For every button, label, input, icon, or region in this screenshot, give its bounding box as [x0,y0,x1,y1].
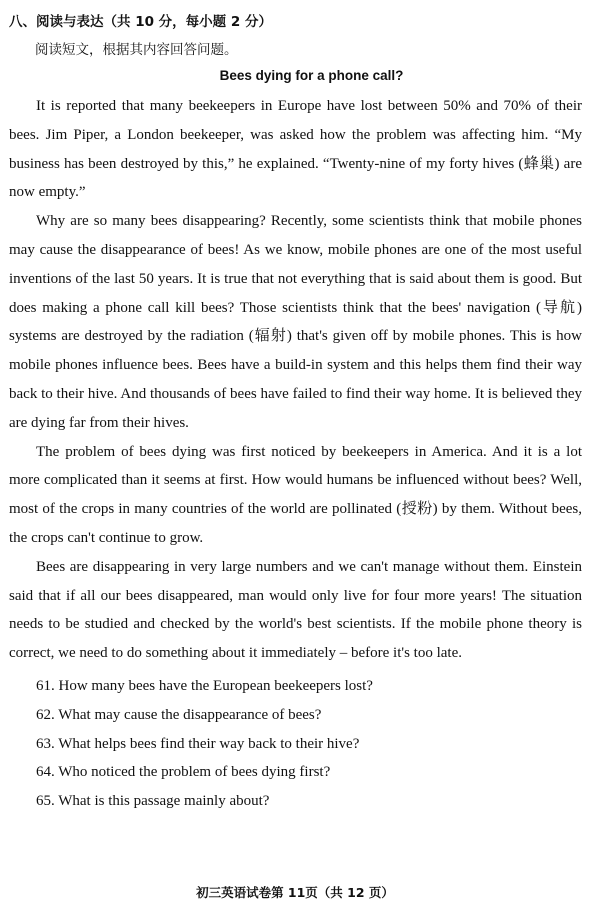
passage-body [9,92,582,668]
question-list [9,672,582,816]
page-footer: 初三英语试卷第 11页（共 12 页） [196,885,394,900]
question-64: 64. Who noticed the problem of bees dying first? [36,764,331,781]
passage-paragraph-1: It is reported that many beekeepers in Europe have lost between 50% and 70% of their bees. Jim Piper, a London beekeeper, was asked how the problem was affecting him. “My business has been destroyed by this,” he explained. “Twenty-nine of my forty hives (蜂巢) are now empty.” [9,98,582,201]
passage-paragraph-3: The problem of bees dying was first noticed by beekeepers in America. And it is a lot more complicated than it seems at first. How would humans be influenced without bees? Well, most of the crops in many countries of the world are pollinated (授粉) by them. Without bees, the crops can't continue to grow. [9,443,582,546]
passage-paragraph-2: Why are so many bees disappearing? Recently, some scientists think that mobile phones may cause the disappearance of bees! As we know, mobile phones are one of the most useful inventions of the last 50 years. It is true that not everything that is said about them is good. But does making a phone call kill bees? Those scientists think that the bees' navigation (导航) systems are destroyed by the radiation (辐射) that's given off by mobile phones. This is how mobile phones influence bees. Bees have a build-in system and this helps them find their way back to their hive. And thousands of bees have failed to find their way home. It is believed they are dying far from their hives. [9,213,582,431]
passage-paragraph-4: Bees are disappearing in very large numbers and we can't manage without them. Einstein said that if all our bees disappeared, man would only live for four more years! The situation needs to be studied and checked by the world's best scientists. If the mobile phone theory is correct, we need to do something about it immediately – before it's too late. [9,558,582,662]
question-62: 62. What may cause the disappearance of bees? [36,706,322,723]
section-heading: 八、阅读与表达（共 10 分，每小题 2 分） [9,14,272,30]
question-61: 61. How many bees have the European beekeepers lost? [36,677,373,694]
question-63: 63. What helps bees find their way back to their hive? [36,735,360,752]
question-65: 65. What is this passage mainly about? [36,793,270,810]
passage-title: Bees dying for a phone call? [219,68,404,83]
section-instruction: 阅读短文，根据其内容回答问题。 [35,42,238,58]
